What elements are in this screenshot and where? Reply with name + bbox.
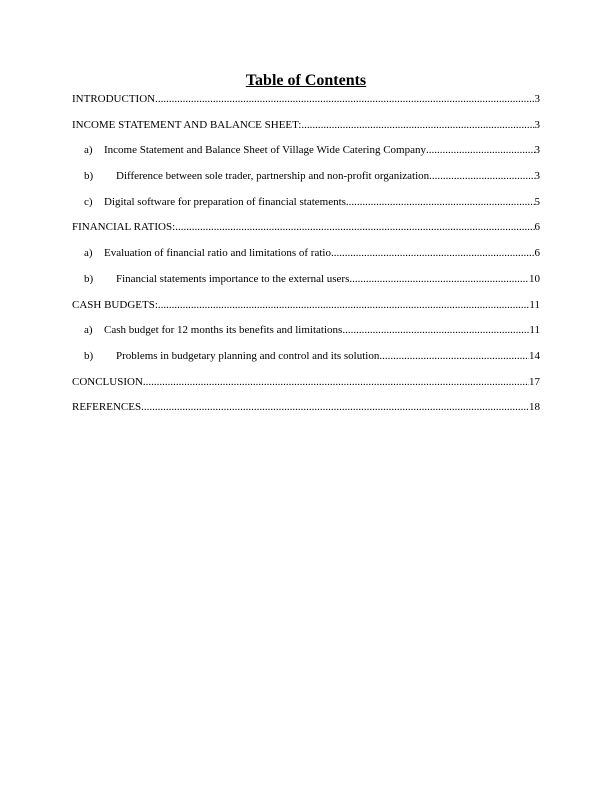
- toc-entry-marker: b): [84, 170, 94, 183]
- toc-entry-page: 11: [529, 298, 540, 311]
- toc-entry-financial-ratios[interactable]: [72, 220, 540, 246]
- dot-leader: [141, 400, 529, 414]
- toc-subentry-cash-budget-12-months[interactable]: [72, 323, 540, 349]
- toc-entry-marker: a): [84, 247, 93, 260]
- toc-entry-label: Financial statements importance to the external users: [116, 272, 350, 285]
- toc-entry-page: 3: [534, 144, 540, 157]
- toc-entry-marker: c): [84, 195, 93, 208]
- toc-entry-label: FINANCIAL RATIOS:: [72, 221, 176, 234]
- dot-leader: [301, 118, 534, 132]
- toc-subentry-external-users[interactable]: [72, 272, 540, 298]
- toc-entry-label: INCOME STATEMENT AND BALANCE SHEET:: [72, 118, 302, 131]
- dot-leader: [429, 169, 534, 183]
- toc-entry-income-statement[interactable]: [72, 118, 540, 144]
- toc-entry-label: Income Statement and Balance Sheet of Village Wide Catering Company: [104, 144, 426, 157]
- toc-entry-label: REFERENCES: [72, 401, 142, 414]
- toc-subentry-business-types[interactable]: [72, 169, 540, 195]
- toc-subentry-budgetary-problems[interactable]: [72, 349, 540, 375]
- toc-subentry-digital-software[interactable]: [72, 195, 540, 221]
- toc-entry-page: 3: [534, 170, 540, 183]
- toc-entry-introduction[interactable]: [72, 92, 540, 118]
- toc-entry-conclusion[interactable]: [72, 375, 540, 401]
- toc-entry-page: 14: [529, 349, 540, 362]
- toc-entry-label: CONCLUSION: [72, 375, 143, 388]
- dot-leader: [379, 349, 529, 363]
- toc-entry-cash-budgets[interactable]: [72, 298, 540, 324]
- toc-entry-label: Problems in budgetary planning and control and its solution: [116, 349, 380, 362]
- toc-entry-page: 17: [529, 375, 540, 388]
- toc-entry-page: 11: [529, 324, 540, 337]
- dot-leader: [155, 92, 534, 106]
- toc-entry-label: Digital software for preparation of financial statements: [104, 195, 346, 208]
- toc-entry-marker: a): [84, 144, 93, 157]
- dot-leader: [158, 298, 530, 312]
- toc-entry-page: 6: [534, 221, 540, 234]
- toc-entry-page: 10: [529, 272, 540, 285]
- toc-entry-page: 18: [529, 401, 540, 414]
- dot-leader: [342, 323, 529, 337]
- toc-entry-page: 5: [534, 195, 540, 208]
- toc-entry-marker: b): [84, 272, 94, 285]
- toc-entry-marker: b): [84, 349, 94, 362]
- toc-subentry-village-wide-statements[interactable]: [72, 143, 540, 169]
- toc-entry-label: INTRODUCTION: [72, 93, 156, 105]
- toc-entry-label: Difference between sole trader, partnership and non-profit organization: [116, 170, 430, 183]
- toc-entry-marker: a): [84, 324, 93, 337]
- toc-entry-page: 3: [534, 93, 540, 105]
- toc-entry-page: 6: [534, 247, 540, 260]
- toc-entry-page: 3: [534, 118, 540, 131]
- dot-leader: [143, 375, 529, 389]
- dot-leader: [331, 246, 535, 260]
- toc-entry-label: Evaluation of financial ratio and limitations of ratio: [104, 247, 331, 260]
- dot-leader: [426, 143, 535, 157]
- toc-subentry-ratio-evaluation[interactable]: [72, 246, 540, 272]
- dot-leader: [346, 195, 535, 209]
- table-of-contents: [72, 92, 540, 426]
- dot-leader: [349, 272, 529, 286]
- toc-entry-references[interactable]: [72, 400, 540, 426]
- toc-title: Table of Contents: [245, 72, 367, 89]
- toc-entry-label: Cash budget for 12 months its benefits and limitations: [104, 324, 343, 337]
- toc-entry-label: CASH BUDGETS:: [72, 298, 158, 311]
- dot-leader: [175, 220, 534, 234]
